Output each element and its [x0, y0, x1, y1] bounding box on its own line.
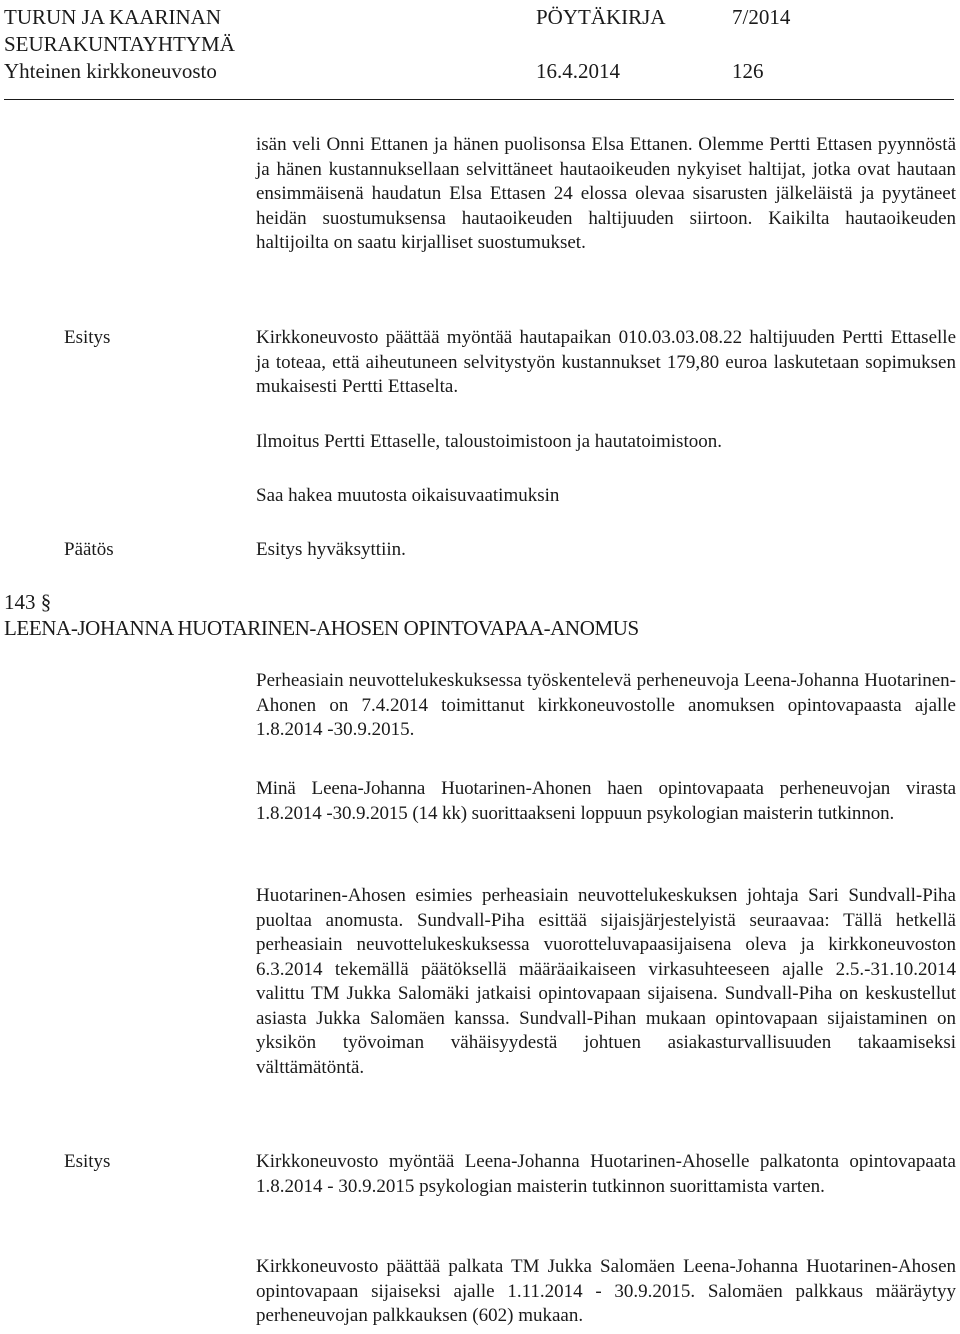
- prev-proposal-label: Esitys: [64, 327, 111, 348]
- prev-proposal-text: Kirkkoneuvosto päättää myöntää hautapaikan 010.03.03.08.22 haltijuuden Pertti Ettaselle ja toteaa, että aiheutuneen selvitystyön kustannukset 179,80 euroa laskutetaan sopimuksen mukaisesti Pertti Ettaselta.: [256, 327, 956, 397]
- prev-item-paragraph: isän veli Onni Ettanen ja hänen puolisonsa Elsa Ettanen. Olemme Pertti Ettasen pyynnöstä ja hänen kustannuksellaan selvittäneet hautaoikeuden nykyiset haltijat, jotka ovat hautaan ensimmäisenä haudatun Elsa Ettasen 24 elossa olevaa sisarusten jälkeläistä ja pyytäneet heidän suostumuksensa hautaoikeuden haltijuuden siirtoon. Kaikilta hautaoikeuden haltijoilta on saatu kirjalliset suostumukset.: [256, 134, 956, 253]
- section-paragraph-3: Huotarinen-Ahosen esimies perheasiain neuvottelukeskuksen johtaja Sari Sundvall-Piha puoltaa anomusta. Sundvall-Piha esittää sijaisjärjestelyistä seuraavaa: Tällä hetkellä perheasiain neuvottelukeskuksessa vuorotteluvapaasijaisena oleva ja kirkkoneuvoston 6.3.2014 tekemällä päätöksellä määräaikaiseen virkasuhteeseen ajalle 2.5.-31.10.2014 valittu TM Jukka Salomäki jatkaisi opintovapaan sijaisena. Sundvall-Piha on keskustellut asiasta Jukka Salomäen kanssa. Sundvall-Pihan mukaan opintovapaan sijaistaminen on yksikön työvoiman vähäisyydestä johtuen asiakasturvallisuuden takaamiseksi välttämätöntä.: [256, 885, 956, 1078]
- organization-name-line2: SEURAKUNTAYHTYMÄ: [4, 32, 235, 56]
- header-divider: [4, 99, 954, 100]
- body-name: Yhteinen kirkkoneuvosto: [4, 59, 217, 83]
- header-row-2: [0, 31, 960, 58]
- meeting-date: 16.4.2014: [536, 59, 620, 83]
- decision-label: Päätös: [64, 539, 114, 560]
- section-paragraph-2: Minä Leena-Johanna Huotarinen-Ahonen haen opintovapaata perheneuvojan virasta 1.8.2014 -30.9.2015 (14 kk) suorittaakseni loppuun psykologian maisterin tutkinnon.: [256, 778, 956, 824]
- organization-name: TURUN JA KAARINAN: [4, 5, 222, 29]
- document-type: PÖYTÄKIRJA: [536, 5, 666, 29]
- header-row-3: [0, 58, 960, 85]
- section-paragraph-1: Perheasiain neuvottelukeskuksessa työskentelevä perheneuvoja Leena-Johanna Huotarinen-Ahonen on 7.4.2014 toimittanut kirkkoneuvostolle anomuksen opintovapaasta ajalle 1.8.2014 -30.9.2015.: [256, 670, 956, 740]
- document-number: 7/2014: [732, 5, 791, 29]
- page-header: [0, 4, 960, 85]
- section-title: LEENA-JOHANNA HUOTARINEN-AHOSEN OPINTOVAPAA-ANOMUS: [4, 616, 639, 640]
- decision-text: Esitys hyväksyttiin.: [256, 539, 406, 560]
- section-proposal-text-1: Kirkkoneuvosto myöntää Leena-Johanna Huotarinen-Ahoselle palkatonta opintovapaata 1.8.2014 - 30.9.2015 psykologian maisterin tutkinnon suorittamista varten.: [256, 1151, 956, 1197]
- header-row-1: [0, 4, 960, 31]
- section-number: 143 §: [4, 590, 52, 614]
- notice-text: Ilmoitus Pertti Ettaselle, taloustoimistoon ja hautatoimistoon.: [256, 431, 722, 452]
- appeal-text: Saa hakea muutosta oikaisuvaatimuksin: [256, 485, 560, 506]
- section-proposal-text-2: Kirkkoneuvosto päättää palkata TM Jukka Salomäen Leena-Johanna Huotarinen-Ahosen opintovapaan sijaiseksi ajalle 1.11.2014 - 30.9.2015. Salomäen palkkaus määräytyy perheneuvojan palkkauksen (602) mukaan.: [256, 1256, 956, 1326]
- section-proposal-label: Esitys: [64, 1151, 111, 1172]
- page-number: 126: [732, 59, 764, 83]
